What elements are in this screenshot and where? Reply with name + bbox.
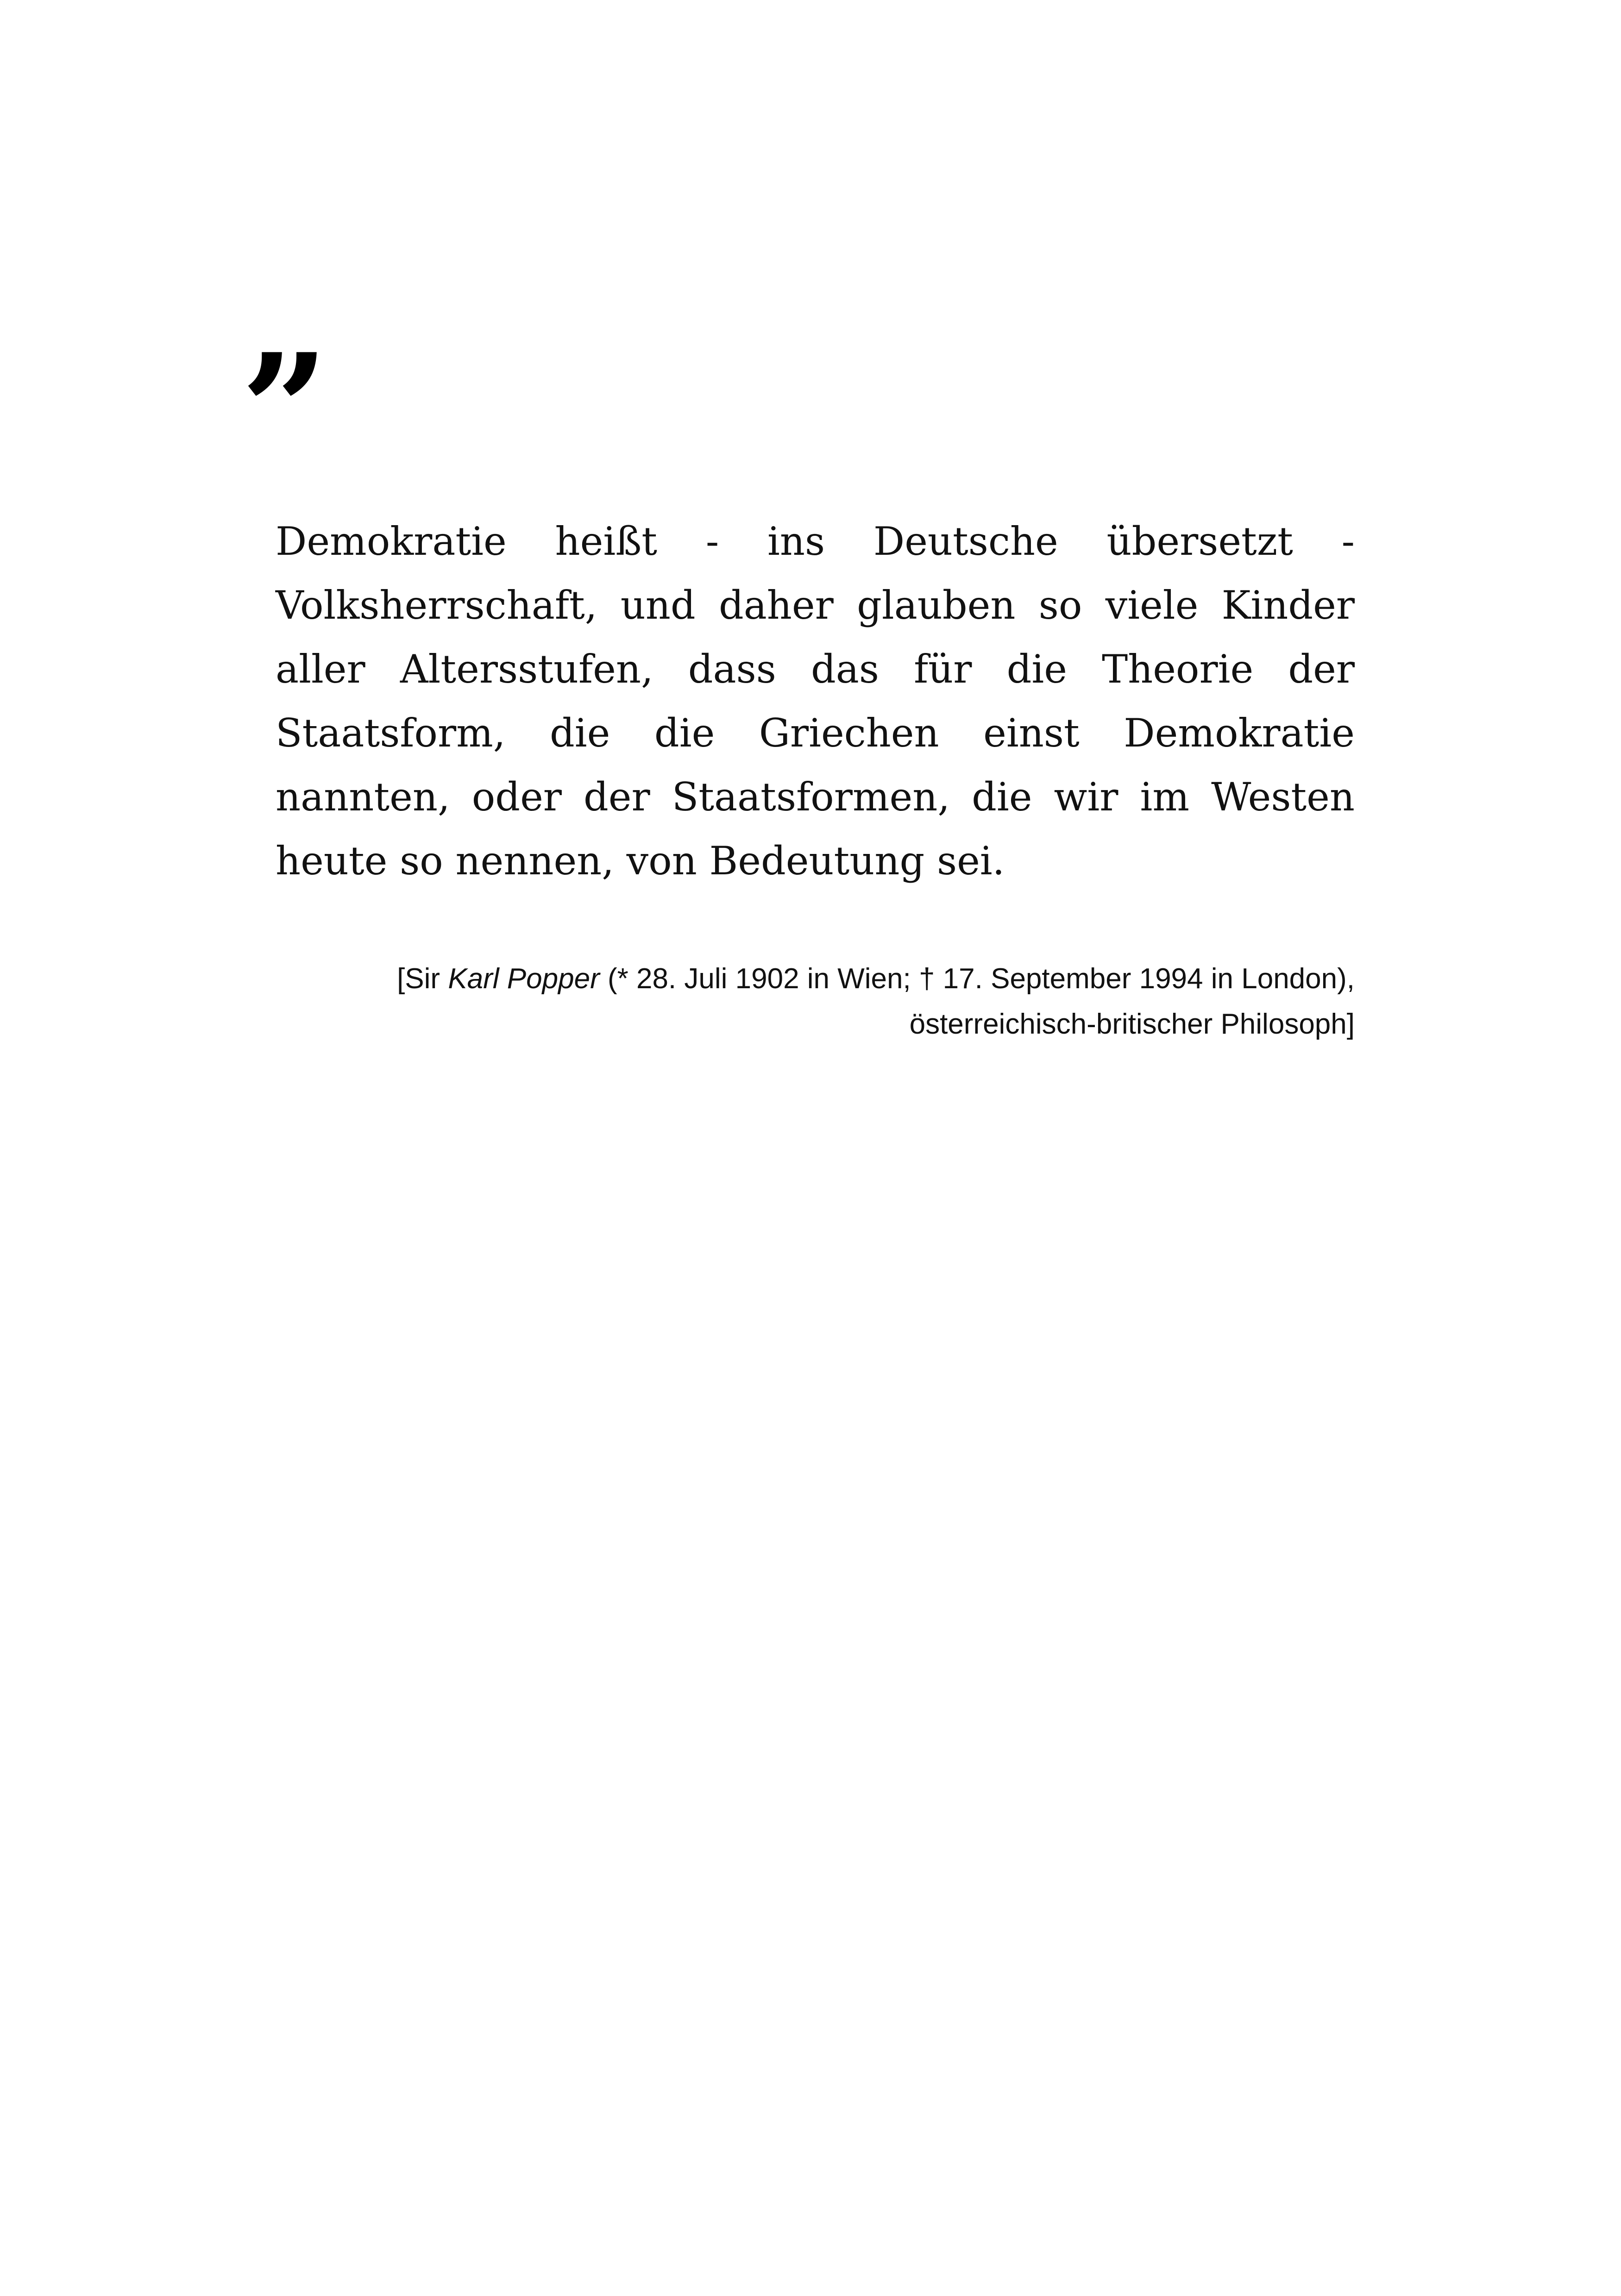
attribution-dates: (* 28. Juli 1902 in Wien; † 17. September 1994 in London),: [599, 963, 1355, 995]
quote-text: Demokratie heißt - ins Deutsche übersetzt - Volksherrschaft, und daher glauben so viele Kinder aller Altersstufen, dass das für die Theorie der Staatsform, die die Griechen einst Demokratie nannten, oder der Staatsformen, die wir im Westen heute so nennen, von Bedeutung sei.: [276, 519, 1355, 884]
attribution-prefix: [Sir: [397, 963, 448, 995]
quotation-mark-icon: ”: [241, 320, 329, 500]
attribution-description: österreichisch-britischer Philosoph]: [909, 1008, 1355, 1040]
quote-attribution: [324, 956, 1355, 1047]
author-name: Karl Popper: [448, 963, 600, 995]
